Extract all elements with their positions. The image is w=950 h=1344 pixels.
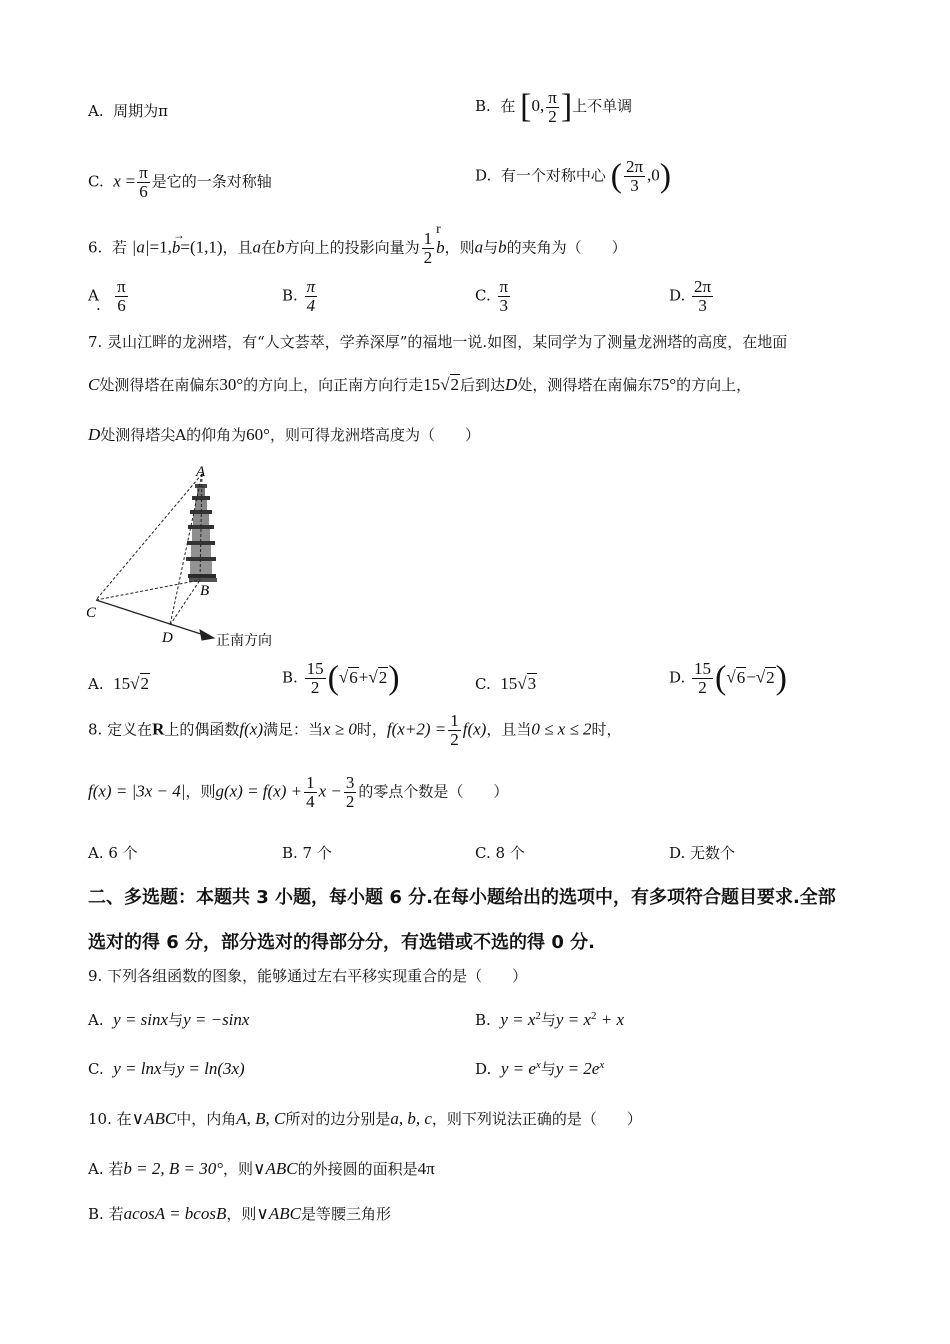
stem-text: 的零点个数是（ ） [358,782,509,801]
stem-math: =1, [149,237,172,257]
label-a: A [196,464,206,480]
operator: − [746,667,756,687]
radicand: 2 [378,667,388,687]
stem-text: 在 [261,238,277,257]
question-number: 9. [88,967,103,985]
stem-text: ，则 [444,238,475,257]
frac-num: 2π [625,157,644,176]
stem-text: 定义在 [107,720,153,739]
connector: 与 [168,1011,184,1029]
option-text: D. 无数个 [669,844,736,862]
vec-b-proj [436,221,445,257]
operator: + [358,667,369,687]
label-d: D [162,630,173,646]
q8-option-d [669,842,735,863]
connector: 与 [161,1060,177,1078]
question-number: 8. [88,720,103,739]
vec-b: b [498,237,507,257]
sqrt-sign: √ [517,674,527,693]
option-label: D. [669,286,686,305]
stem-text: 处测得塔尖A的仰角为 [100,426,247,444]
frac-den: 2 [345,792,355,811]
q5-option-d [475,158,671,195]
frac-num: 2π [694,277,712,296]
option-label: B. [88,1205,104,1223]
frac-num: π [139,163,148,182]
frac-num: 1 [450,711,459,730]
pi-over-6 [137,164,150,201]
radicand: 6 [736,667,746,687]
pagoda-image [186,484,217,582]
bracket-left: [ [520,88,532,125]
option-label: D. [475,1060,492,1078]
vec-b: b [276,237,285,257]
angles: A, B, C [236,1109,286,1128]
paren-right: ) [659,157,672,195]
question-number: 6. [88,238,103,257]
option-label: B. [282,286,298,305]
arrow-head-icon [200,630,214,640]
function: + x [596,1010,625,1029]
paren-left: ( [715,659,727,697]
stem-text: 在 [116,1110,132,1128]
stem-math: =(1,1) [180,237,223,257]
triangle: ∨ABC [256,1204,301,1223]
function: y = ln(3x) [176,1059,245,1078]
q7-option-a [88,674,150,694]
radicand: 3 [527,674,537,693]
frac-num: π [499,277,509,296]
equation: f(x) = |3x − 4| [88,781,186,801]
vec-a: a [474,237,484,257]
q8-option-a [88,842,138,863]
sqrt-sign: √ [130,674,140,693]
vec-mark: r [436,221,441,237]
frac-num: π [117,277,126,296]
half [422,230,435,267]
set-r: R [152,719,165,739]
exponent: 2 [590,1010,597,1022]
vec-b: → b [171,227,185,257]
function: y = sinx [113,1010,169,1029]
vec-b-letter: b [171,237,181,257]
frac-den: 2 [548,106,557,126]
func-f: f(x) [239,719,263,739]
option-frac [305,278,318,315]
stem-text: 方向上的投影向量为 [284,238,420,257]
label-c: C [86,605,97,621]
center-coord: ,0 [647,165,660,185]
point-d: D [505,375,518,394]
paren-right: ) [775,659,787,697]
angle-value: 60° [246,425,270,444]
triangle: ∨ABC [253,1159,298,1178]
function: y = e [500,1059,536,1078]
stem-text: 上的偶函数 [164,720,240,739]
option-label: D. [475,166,492,185]
frac-den: 2 [310,678,320,697]
condition: x ≥ 0 [323,719,357,739]
condition: acosA = bcosB [123,1204,227,1223]
frac-num: 3 [345,773,355,792]
equation: g(x) = f(x) + [215,781,303,801]
option-label: B. [475,1011,491,1029]
point-d: D [88,425,101,444]
exponent: x [599,1059,605,1071]
radicand: 6 [349,667,358,687]
line-south [96,600,204,635]
point-c: C [88,375,100,394]
sqrt-sign: √ [726,667,736,687]
connector: 与 [540,1060,556,1078]
q6-option-a-dot [96,296,101,314]
frac-den: 2 [698,678,707,697]
q8-line2 [88,774,508,811]
option-label: A. [88,1160,104,1178]
function: y = x [555,1010,591,1029]
option-text: 有一个对称中心 [500,166,606,185]
pi-over-2 [546,89,559,126]
option-text: 是它的一条对称轴 [151,172,272,191]
area-value: 4π [417,1159,435,1178]
stem-text: 下列各组函数的图象，能够通过左右平移实现重合的是（ ） [107,967,528,985]
q5-option-a [88,100,168,121]
q9-option-d [475,1058,604,1079]
angle-value: 30° [219,375,244,394]
label-b: B [200,583,210,599]
two-pi-over-3 [624,158,645,195]
q10-option-a [88,1158,435,1179]
connector: 与 [540,1011,556,1029]
q6-stem [88,221,627,267]
interval-left: 0, [531,96,545,115]
option-label: A [88,286,99,305]
bracket-right: ] [560,88,573,125]
stem-text: 后到达 [460,376,506,394]
section2-heading-line1 [88,883,836,909]
three-halves [344,774,357,811]
stem-text: 处，测得塔在南偏东 [517,376,653,394]
condition: b = 2, B = 30° [123,1159,224,1178]
option-label: C. [88,1060,104,1078]
q7-line2 [88,374,751,395]
option-label: A. [88,1011,104,1029]
option-text: ，则 [226,1205,257,1223]
sqrt-sign: √ [368,667,378,687]
stem-text: ，且 [222,238,253,257]
q5-option-b [475,88,632,126]
frac-den: 4 [306,296,316,315]
frac-num: π [306,277,316,296]
stem-text: 中，内角 [176,1110,237,1128]
sqrt-sign: √ [755,667,766,687]
stem-text: 的夹角为（ ） [506,238,627,257]
q10-option-b [88,1203,391,1224]
dot: . [96,296,101,314]
option-text: 在 [500,97,516,115]
option-label: C. [475,675,491,693]
option-label: D. [669,668,686,687]
option-text: 周期为π [113,102,169,120]
condition: 0 ≤ x ≤ 2 [531,719,592,739]
q6-option-a [88,278,130,315]
vec-a: a [252,237,262,257]
stem-text: 时， [591,720,622,739]
option-text: 的外接圆的面积是 [297,1160,418,1178]
option-text: 若 [108,1205,124,1223]
q10-stem [88,1108,642,1129]
q8-line1 [88,712,622,749]
section-text: 二、多选题：本题共 3 小题，每小题 6 分.在每小题给出的选项中，有多项符合题目要求.全部 [88,887,836,908]
stem-text: 与 [483,238,499,257]
half [448,712,461,749]
stem-text: 处测得塔在南偏东 [99,376,220,394]
quarter [304,774,317,811]
stem-text: 满足：当 [263,720,324,739]
function: y = −sinx [183,1010,250,1029]
function: y = lnx [113,1059,162,1078]
q6-option-b [282,278,319,315]
option-label: A. [88,102,104,120]
radicand: 2 [140,674,149,693]
triangle: ∨ABC [131,1109,177,1128]
vec-b-letter: b [436,237,445,257]
option-text: B. 7 个 [282,844,332,862]
q7-line3 [88,424,480,445]
option-label: B. [282,668,298,687]
equals: = [125,171,136,191]
q7-line1 [88,331,787,352]
option-text: 若 [108,1160,124,1178]
function: y = x [500,1010,536,1029]
frac-den: 6 [139,182,148,201]
q8-option-c [475,842,525,863]
option-text: A. 6 个 [88,844,138,862]
exponent: x [535,1059,541,1071]
option-text: ，则 [223,1160,254,1178]
sqrt-sign: √ [440,375,450,394]
q9-option-c [88,1058,245,1079]
question-number: 7. [88,333,103,351]
coef: 15 [113,674,131,693]
q7-option-d [669,660,787,697]
option-label: B. [475,97,491,115]
frac-num: 1 [423,229,433,248]
q6-option-d [669,278,715,315]
paren-right: ) [388,659,400,697]
q6-option-c [475,278,512,315]
option-text: 是等腰三角形 [300,1205,391,1223]
stem-text: ，则下列说法正确的是（ ） [431,1110,642,1128]
stem-text: 时， [356,720,387,739]
frac-den: 3 [698,296,707,315]
label-direction: 正南方向 [216,633,272,649]
frac-den: 4 [306,792,315,811]
tower-figure [82,462,302,652]
radicand: 2 [766,667,775,687]
sides: a, b, c [390,1109,432,1128]
section2-heading-line2 [88,928,595,954]
stem-text: 所对的边分别是 [285,1110,391,1128]
frac-num: 1 [306,773,315,792]
option-label: A. [88,675,104,693]
frac-num: 15 [306,659,324,678]
frac-den: 3 [630,176,639,195]
abs-a: |a| [131,237,150,257]
q7-option-c [475,674,537,694]
stem-text: ，且当 [486,720,532,739]
option-text: C. 8 个 [475,844,525,862]
option-frac [692,660,713,697]
stem-text: 若 [111,238,127,257]
option-frac [692,278,713,315]
frac-num: π [548,87,557,107]
equation: x − [318,781,342,801]
option-frac [115,278,128,315]
stem-text: 的方向上， [676,376,752,394]
paren-left: ( [610,157,622,195]
line-cb [96,580,200,600]
frac-den: 2 [450,730,459,749]
frac-den: 2 [423,248,433,267]
distance-coef: 15 [423,375,441,394]
frac-den: 6 [117,296,126,315]
paren-left: ( [327,659,339,697]
q5-option-c [88,164,272,201]
frac-num: 15 [694,659,712,678]
option-frac [498,278,511,315]
option-label: C. [88,172,104,191]
var-x: x [113,171,121,191]
radicand: 2 [450,375,460,394]
angle-value: 75° [652,375,677,394]
stem-text: ，则 [185,782,216,801]
q8-option-b [282,842,332,863]
equation: f(x) [462,719,487,739]
exponent: 2 [535,1010,541,1022]
equation: f(x+2) = [386,719,447,739]
sqrt-sign: √ [338,667,349,687]
option-text: 上不单调 [572,97,633,115]
question-number: 10. [88,1110,112,1128]
stem-text: ，则可得龙洲塔高度为（ ） [269,426,480,444]
stem-text: 的方向上，向正南方向行走 [243,376,424,394]
q9-stem [88,965,527,986]
option-label: C. [475,286,491,305]
stem-text: 灵山江畔的龙洲塔，有“人文荟萃，学养深厚”的福地一说.如图，某同学为了测量龙洲塔的高度，在地面 [107,333,788,351]
frac-den: 3 [499,296,509,315]
q7-option-b [282,660,400,697]
function: y = 2e [555,1059,600,1078]
option-frac [305,660,326,697]
section-text: 选对的得 6 分，部分选对的得部分分，有选错或不选的得 0 分. [88,932,595,953]
coef: 15 [500,674,518,693]
q9-option-a [88,1009,249,1030]
q9-option-b [475,1009,624,1030]
line-ac [96,474,202,600]
